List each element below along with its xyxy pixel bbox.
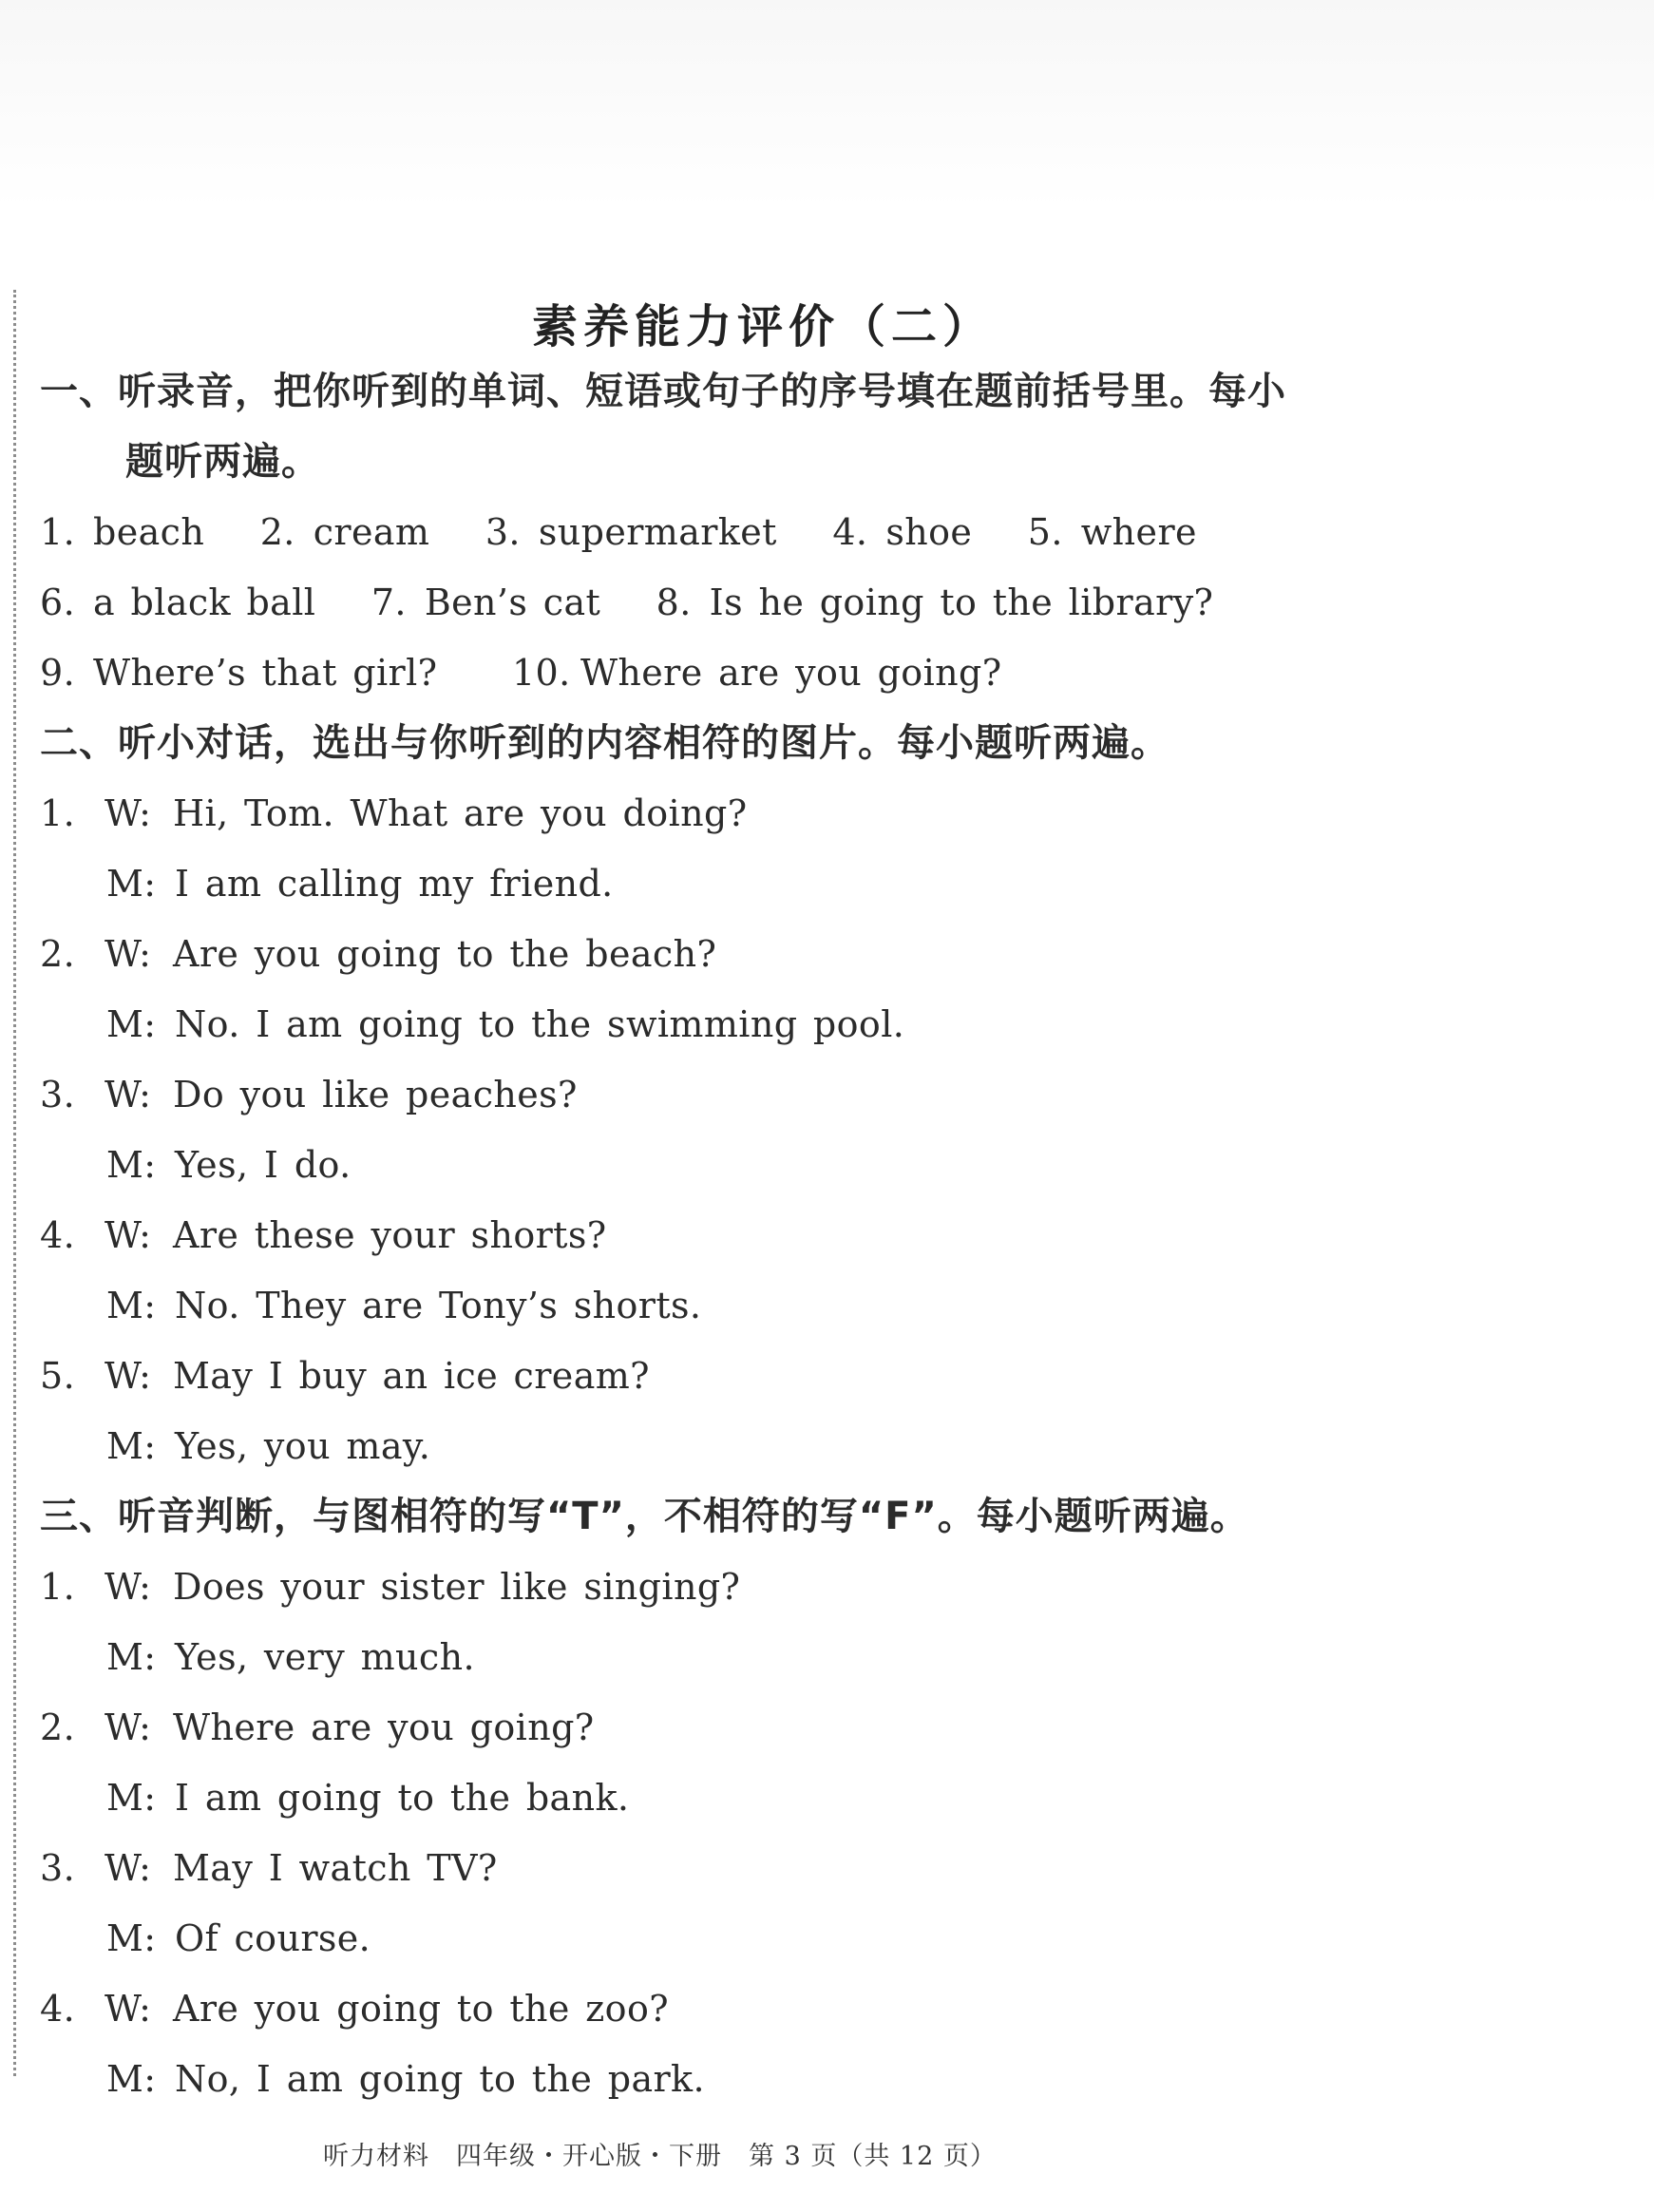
dialog-text: Are these your shorts? (173, 1214, 607, 1256)
dialog-number: 2. (40, 1707, 76, 1748)
listening-content (40, 356, 1560, 2114)
phrase-item (40, 567, 315, 638)
dialog-text: No, I am going to the park. (175, 2058, 705, 2100)
item-number: 8. (656, 582, 692, 623)
dialog-w-line (40, 1059, 1560, 1130)
dialog-w-line (40, 1552, 1560, 1622)
speaker-w: W: (105, 1847, 152, 1889)
dialog-text: Yes, I do. (175, 1144, 352, 1186)
section-1-heading-continued: 题听两遍。 (125, 440, 320, 484)
speaker-w: W: (105, 1214, 152, 1256)
speaker-w: W: (105, 1355, 152, 1397)
dialog-number: 1. (40, 1566, 76, 1608)
dialog-text: Of course. (175, 1917, 371, 1959)
word-item (832, 497, 972, 567)
sentence-item (656, 567, 1214, 638)
item-number: 6. (40, 582, 76, 623)
section-1-row-1 (40, 497, 1560, 567)
dialog-m-line (40, 1622, 1560, 1692)
dialog-w-line (40, 1833, 1560, 1903)
item-number: 3. (485, 511, 521, 553)
speaker-w: W: (105, 1707, 152, 1748)
word-item (260, 497, 430, 567)
item-number: 2. (259, 511, 295, 553)
item-text: cream (313, 511, 430, 553)
dialog-m-line (40, 2044, 1560, 2114)
dialog-m-line (40, 1763, 1560, 1833)
speaker-m: M: (106, 1777, 157, 1819)
section-1-row-2 (40, 567, 1560, 638)
word-item (485, 497, 777, 567)
speaker-m: M: (106, 1636, 157, 1678)
section-1-row-3 (40, 638, 1560, 708)
speaker-w: W: (105, 1074, 152, 1116)
item-number: 1. (40, 511, 76, 553)
dialog-w-line (40, 1692, 1560, 1763)
word-item (40, 497, 204, 567)
item-text: Ben’s cat (424, 582, 601, 623)
dialog-w-line (40, 1974, 1560, 2044)
dialog-m-line (40, 989, 1560, 1059)
dialog-number: 5. (40, 1355, 76, 1397)
dialog-w-line (40, 1341, 1560, 1411)
phrase-item (371, 567, 600, 638)
page-title: 素养能力评价（二） (532, 300, 995, 353)
dialog-text: May I buy an ice cream? (173, 1355, 650, 1397)
dialog-text: Are you going to the beach? (173, 933, 717, 975)
dialog-text: I am going to the bank. (175, 1777, 630, 1819)
dialog-text: No. I am going to the swimming pool. (175, 1003, 905, 1045)
item-text: shoe (885, 511, 973, 553)
section-3-heading: 三、听音判断，与图相符的写“T”，不相符的写“F”。每小题听两遍。 (40, 1495, 1249, 1538)
dialog-number: 4. (40, 1214, 76, 1256)
dialog-text: No. They are Tony’s shorts. (175, 1285, 702, 1326)
dialog-text: Do you like peaches? (173, 1074, 578, 1116)
speaker-m: M: (106, 1144, 157, 1186)
speaker-w: W: (105, 1566, 152, 1608)
dialog-text: Yes, you may. (175, 1425, 431, 1467)
dialog-w-line (40, 919, 1560, 989)
page-footer: 听力材料 四年级・开心版・下册 第 3 页（共 12 页） (323, 2142, 997, 2171)
dialog-m-line (40, 1411, 1560, 1481)
section-1-heading: 一、听录音，把你听到的单词、短语或句子的序号填在题前括号里。每小 (40, 370, 1286, 413)
word-item (1028, 497, 1197, 567)
dialog-text: May I watch TV? (173, 1847, 498, 1889)
sentence-item (40, 638, 437, 708)
speaker-m: M: (106, 2058, 157, 2100)
item-number: 10. (511, 652, 571, 694)
dialog-number: 3. (40, 1847, 76, 1889)
speaker-w: W: (105, 933, 152, 975)
item-text: Is he going to the library? (709, 582, 1214, 623)
section-2-heading: 二、听小对话，选出与你听到的内容相符的图片。每小题听两遍。 (40, 721, 1169, 765)
dialog-text: Yes, very much. (175, 1636, 475, 1678)
sentence-item (512, 638, 1002, 708)
dialog-text: Where are you going? (173, 1707, 595, 1748)
item-text: Where’s that girl? (93, 652, 438, 694)
speaker-w: W: (105, 1988, 152, 2030)
dialog-text: Are you going to the zoo? (173, 1988, 669, 2030)
speaker-m: M: (106, 1917, 157, 1959)
speaker-w: W: (105, 792, 152, 834)
item-number: 7. (371, 582, 407, 623)
dialog-number: 2. (40, 933, 76, 975)
binding-dotted-line (13, 290, 16, 2076)
dialog-text: Hi, Tom. What are you doing? (173, 792, 748, 834)
dialog-m-line (40, 849, 1560, 919)
item-text: supermarket (538, 511, 777, 553)
dialog-number: 1. (40, 792, 76, 834)
item-text: beach (93, 511, 205, 553)
item-number: 5. (1027, 511, 1063, 553)
item-number: 4. (832, 511, 868, 553)
dialog-w-line (40, 1200, 1560, 1270)
speaker-m: M: (106, 1425, 157, 1467)
dialog-number: 4. (40, 1988, 76, 2030)
dialog-text: I am calling my friend. (175, 863, 614, 905)
dialog-m-line (40, 1130, 1560, 1200)
dialog-text: Does your sister like singing? (173, 1566, 741, 1608)
item-text: where (1080, 511, 1197, 553)
item-text: a black ball (93, 582, 316, 623)
dialog-m-line (40, 1270, 1560, 1341)
dialog-m-line (40, 1903, 1560, 1974)
speaker-m: M: (106, 1003, 157, 1045)
dialog-w-line (40, 778, 1560, 849)
speaker-m: M: (106, 1285, 157, 1326)
speaker-m: M: (106, 863, 157, 905)
item-number: 9. (40, 652, 76, 694)
dialog-number: 3. (40, 1074, 76, 1116)
item-text: Where are you going? (580, 652, 1002, 694)
